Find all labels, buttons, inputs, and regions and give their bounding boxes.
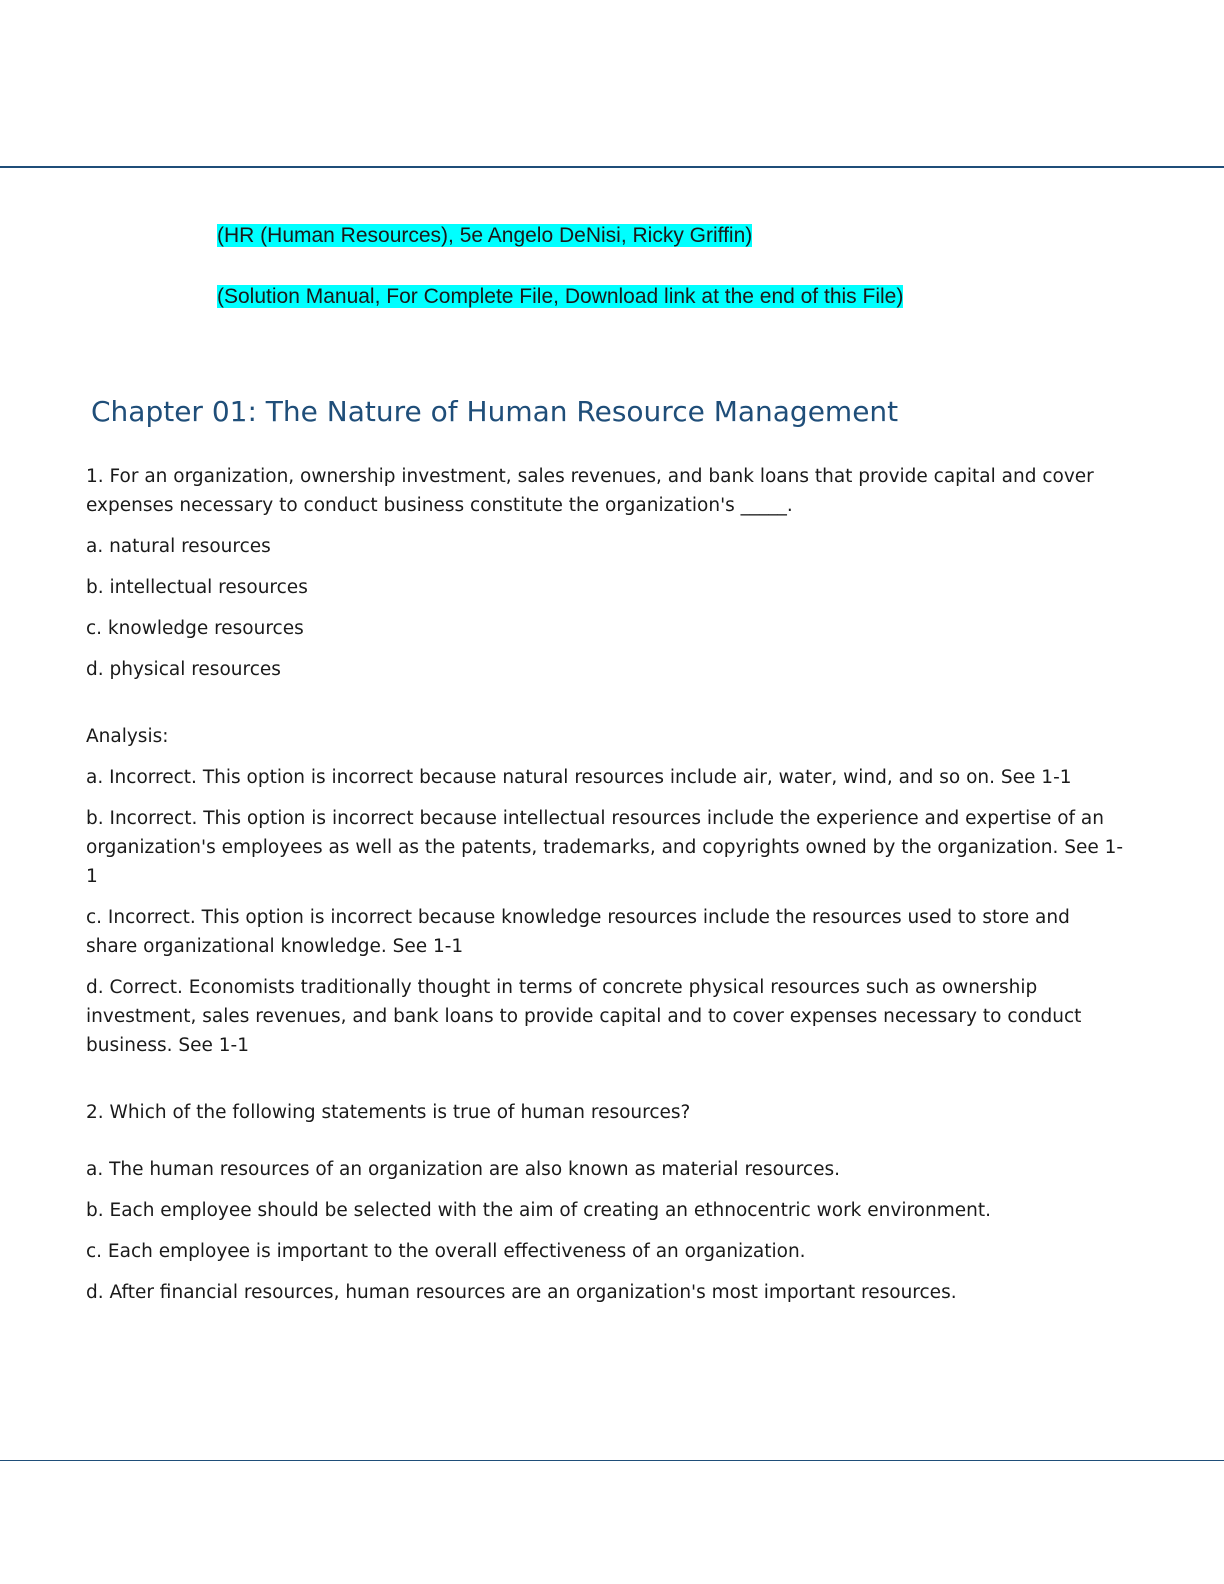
question-2-option-a: a. The human resources of an organization are also known as material resources. [86,1159,840,1180]
analysis-d: d. Correct. Economists traditionally thought in terms of concrete physical resources such as ownership investment, sales revenues, and bank loans to provide capital and to cover expenses necessary to conduct business. See 1-1 [86,977,1082,1056]
analysis-heading: Analysis: [86,726,169,747]
analysis-a: a. Incorrect. This option is incorrect because natural resources include air, water, wind, and so on. See 1-1 [86,767,1072,788]
analysis-b: b. Incorrect. This option is incorrect because intellectual resources include the experience and expertise of an organization's employees as well as the patents, trademarks, and copyrights owned by the organization. See 1-1 [86,808,1124,887]
question-1-option-b: b. intellectual resources [86,577,308,598]
question-2-option-d: d. After financial resources, human resources are an organization's most important resources. [86,1282,957,1303]
question-2-stem: 2. Which of the following statements is true of human resources? [86,1102,691,1123]
book-title-text: (HR (Human Resources), 5e Angelo DeNisi, Ricky Griffin) [217,224,753,247]
solution-manual-banner [217,285,903,309]
analysis-c: c. Incorrect. This option is incorrect because knowledge resources include the resources used to store and share organizational knowledge. See 1-1 [86,907,1070,957]
question-2-option-c: c. Each employee is important to the overall effectiveness of an organization. [86,1241,806,1262]
solution-manual-text: (Solution Manual, For Complete File, Download link at the end of this File) [217,285,904,308]
question-1-option-c: c. knowledge resources [86,618,304,639]
question-1-option-a: a. natural resources [86,536,271,557]
document-body [86,462,1126,1319]
question-1-stem: 1. For an organization, ownership investment, sales revenues, and bank loans that provide capital and cover expenses necessary to conduct business constitute the organization's _____. [86,466,1094,516]
question-1-option-d: d. physical resources [86,659,281,680]
footer-rule [0,1460,1224,1461]
chapter-title: Chapter 01: The Nature of Human Resource Management [91,395,899,428]
book-title-banner [217,224,752,248]
question-2-option-b: b. Each employee should be selected with the aim of creating an ethnocentric work environment. [86,1200,991,1221]
header-rule [0,166,1224,168]
